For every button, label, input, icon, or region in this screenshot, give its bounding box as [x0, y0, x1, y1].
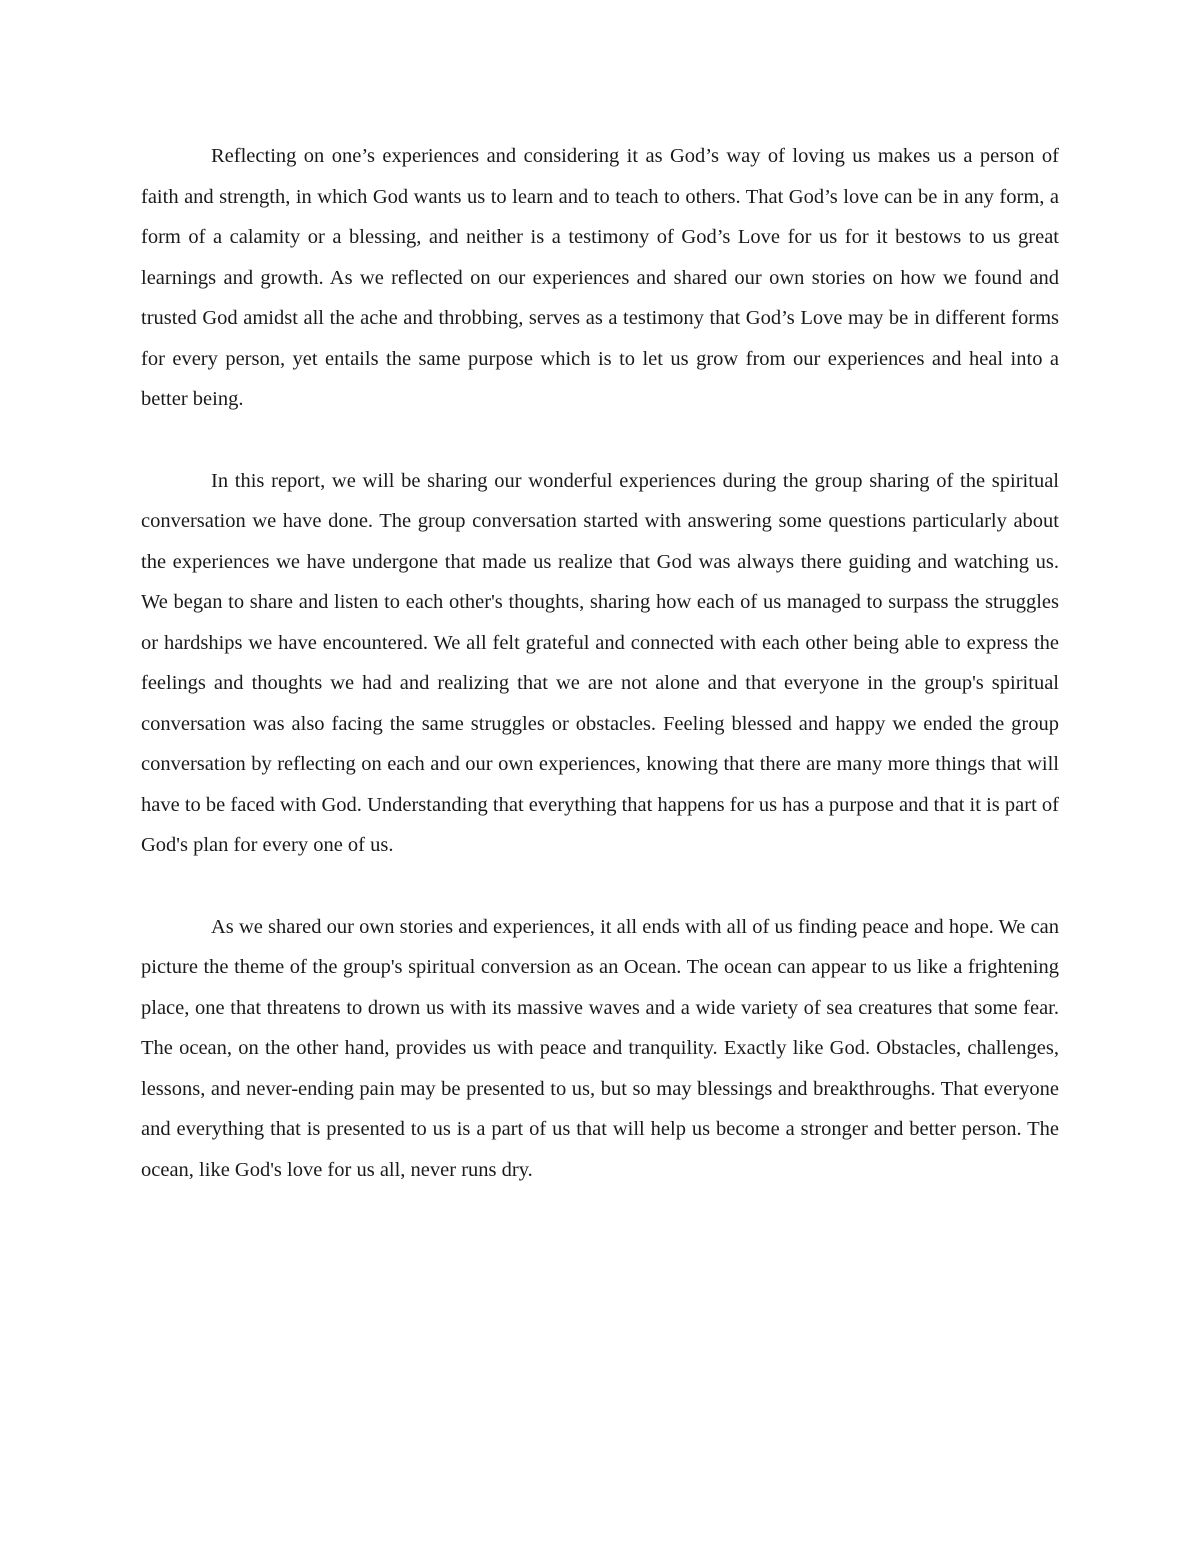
paragraph-1: Reflecting on one’s experiences and considering it as God’s way of loving us makes us a person of faith and strength, in which God wants us to learn and to teach to others. That God’s love can be in any form, a form of a calamity or a blessing, and neither is a testimony of God’s Love for us for it bestows to us great learnings and growth. As we reflected on our experiences and shared our own stories on how we found and trusted God amidst all the ache and throbbing, serves as a testimony that God’s Love may be in different forms for every person, yet entails the same purpose which is to let us grow from our experiences and heal into a better being. — [141, 145, 1059, 410]
document-body — [141, 136, 1059, 1190]
paragraph-3: As we shared our own stories and experiences, it all ends with all of us finding peace and hope. We can picture the theme of the group's spiritual conversion as an Ocean. The ocean can appear to us like a frightening place, one that threatens to drown us with its massive waves and a wide variety of sea creatures that some fear. The ocean, on the other hand, provides us with peace and tranquility. Exactly like God. Obstacles, challenges, lessons, and never-ending pain may be presented to us, but so may blessings and breakthroughs. That everyone and everything that is presented to us is a part of us that will help us become a stronger and better person. The ocean, like God's love for us all, never runs dry. — [141, 915, 1059, 1181]
paragraph-2: In this report, we will be sharing our wonderful experiences during the group sharing of the spiritual conversation we have done. The group conversation started with answering some questions particularly about the experiences we have undergone that made us realize that God was always there guiding and watching us. We began to share and listen to each other's thoughts, sharing how each of us managed to surpass the struggles or hardships we have encountered. We all felt grateful and connected with each other being able to express the feelings and thoughts we had and realizing that we are not alone and that everyone in the group's spiritual conversation was also facing the same struggles or obstacles. Feeling blessed and happy we ended the group conversation by reflecting on each and our own experiences, knowing that there are many more things that will have to be faced with God. Understanding that everything that happens for us has a purpose and that it is part of God's plan for every one of us. — [141, 469, 1059, 856]
